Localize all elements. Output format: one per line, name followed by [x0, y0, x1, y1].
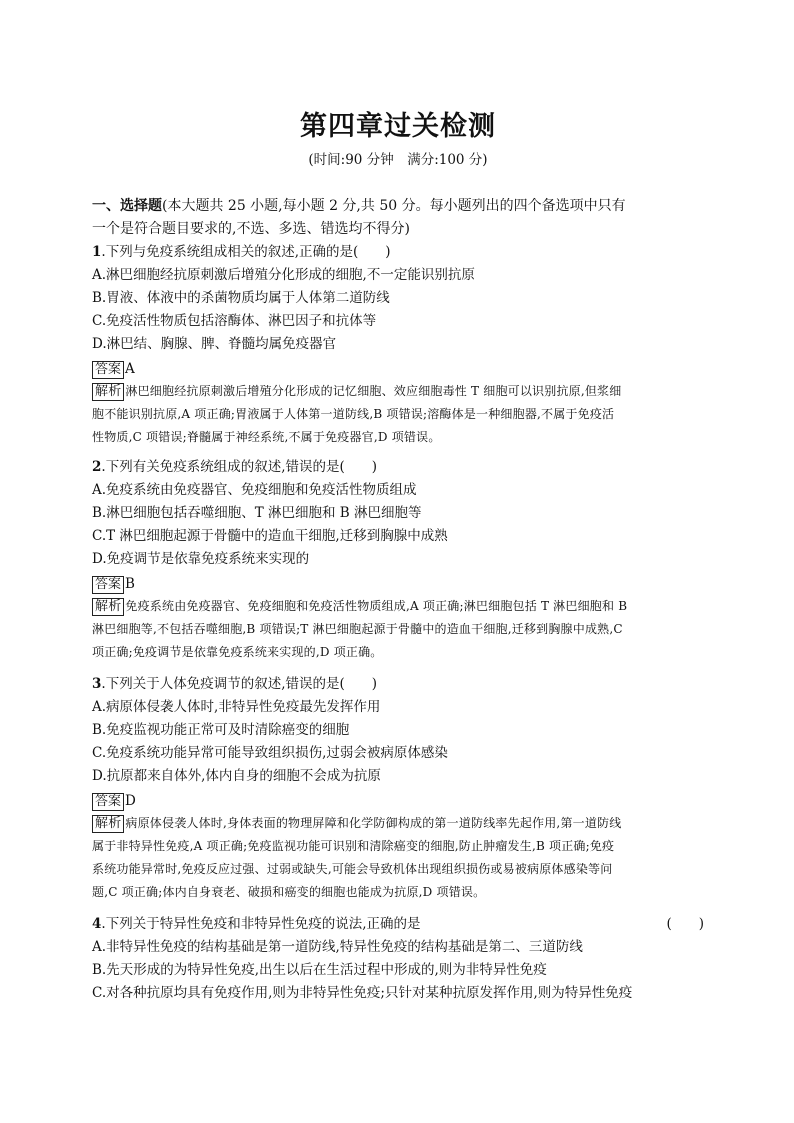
answer-tag: 答案	[92, 576, 124, 594]
question-number: 1	[92, 244, 102, 260]
answer-value: A	[125, 361, 135, 377]
section-header	[92, 195, 704, 241]
option-a: A.免疫系统由免疫器官、免疫细胞和免疫活性物质组成	[92, 482, 417, 498]
question-4	[92, 913, 704, 1005]
answer-tag: 答案	[92, 361, 124, 379]
option-c: C.免疫系统功能异常可能导致组织损伤,过弱会被病原体感染	[92, 745, 448, 761]
question-2	[92, 456, 704, 664]
option-a: A.淋巴细胞经抗原刺激后增殖分化形成的细胞,不一定能识别抗原	[92, 267, 475, 283]
option-a: A.非特异性免疫的结构基础是第一道防线,特异性免疫的结构基础是第二、三道防线	[92, 939, 583, 955]
analysis-tag: 解析	[92, 598, 124, 616]
option-d: D.淋巴结、胸腺、脾、脊髓均属免疫器官	[92, 336, 337, 352]
option-d: D.免疫调节是依靠免疫系统来实现的	[92, 551, 310, 567]
analysis-tag: 解析	[92, 815, 124, 833]
option-c: C.免疫活性物质包括溶酶体、淋巴因子和抗体等	[92, 313, 377, 329]
analysis-tag: 解析	[92, 383, 124, 401]
analysis: 解析 淋巴细胞经抗原刺激后增殖分化形成的记忆细胞、效应细胞毒性 T 细胞可以识别抗原,但浆细 胞不能识别抗原,A 项正确;胃液属于人体第一道防线,B 项错误;溶酶体是一种细胞器,不属于免疫活 性物质,C 项错误;脊髓属于神经系统,不属于免疫器官,D 项错误。	[92, 384, 622, 444]
option-d: D.抗原都来自体外,体内自身的细胞不会成为抗原	[92, 768, 381, 784]
answer-blank: ( )	[666, 916, 704, 932]
section-desc-2: 一个是符合题目要求的,不选、多选、错选均不得分)	[92, 221, 410, 237]
option-c: C.T 淋巴细胞起源于骨髓中的造血干细胞,迁移到胸腺中成熟	[92, 528, 448, 544]
answer-tag: 答案	[92, 793, 124, 811]
question-stem: .下列关于人体免疫调节的叙述,错误的是( )	[101, 676, 378, 692]
question-number: 2	[92, 459, 102, 475]
option-b: B.先天形成的为特异性免疫,出生以后在生活过程中形成的,则为非特异性免疫	[92, 962, 547, 978]
question-3	[92, 673, 704, 904]
question-stem: .下列关于特异性免疫和非特异性免疫的说法,正确的是	[101, 916, 421, 932]
page-subtitle: (时间:90 分钟 满分:100 分)	[308, 152, 488, 168]
question-stem: .下列有关免疫系统组成的叙述,错误的是( )	[101, 459, 378, 475]
option-b: B.淋巴细胞包括吞噬细胞、T 淋巴细胞和 B 淋巴细胞等	[92, 505, 422, 521]
section-heading: 一、选择题	[92, 198, 162, 214]
answer-value: D	[125, 793, 136, 809]
question-number: 4	[92, 916, 102, 932]
page-title: 第四章过关检测	[300, 111, 496, 142]
option-c: C.对各种抗原均具有免疫作用,则为非特异性免疫;只针对某种抗原发挥作用,则为特异性免疫	[92, 985, 633, 1001]
option-b: B.胃液、体液中的杀菌物质均属于人体第二道防线	[92, 290, 390, 306]
answer-value: B	[125, 576, 135, 592]
question-number: 3	[92, 676, 102, 692]
question-stem: .下列与免疫系统组成相关的叙述,正确的是( )	[101, 244, 391, 260]
option-b: B.免疫监视功能正常可及时清除癌变的细胞	[92, 722, 350, 738]
section-desc-1: (本大题共 25 小题,每小题 2 分,共 50 分。每小题列出的四个备选项中只有	[162, 198, 626, 214]
analysis: 解析 免疫系统由免疫器官、免疫细胞和免疫活性物质组成,A 项正确;淋巴细胞包括 T 淋巴细胞和 B 淋巴细胞等,不包括吞噬细胞,B 项错误;T 淋巴细胞起源于骨髓中的造血干细胞,迁移到胸腺中成熟,C 项正确;免疫调节是依靠免疫系统来实现的,D 项正确。	[92, 599, 628, 659]
option-a: A.病原体侵袭人体时,非特异性免疫最先发挥作用	[92, 699, 381, 715]
question-1	[92, 241, 704, 449]
analysis: 解析 病原体侵袭人体时,身体表面的物理屏障和化学防御构成的第一道防线率先起作用,第一道防线 属于非特异性免疫,A 项正确;免疫监视功能可识别和清除癌变的细胞,防止肿瘤发生,B 项正确;免疫 系统功能异常时,免疫反应过强、过弱或缺失,可能会导致机体出现组织损伤或易被病原体感染等问 题,C 项正确;体内自身衰老、破损和癌变的细胞也能成为抗原,D 项错误。	[92, 816, 622, 899]
